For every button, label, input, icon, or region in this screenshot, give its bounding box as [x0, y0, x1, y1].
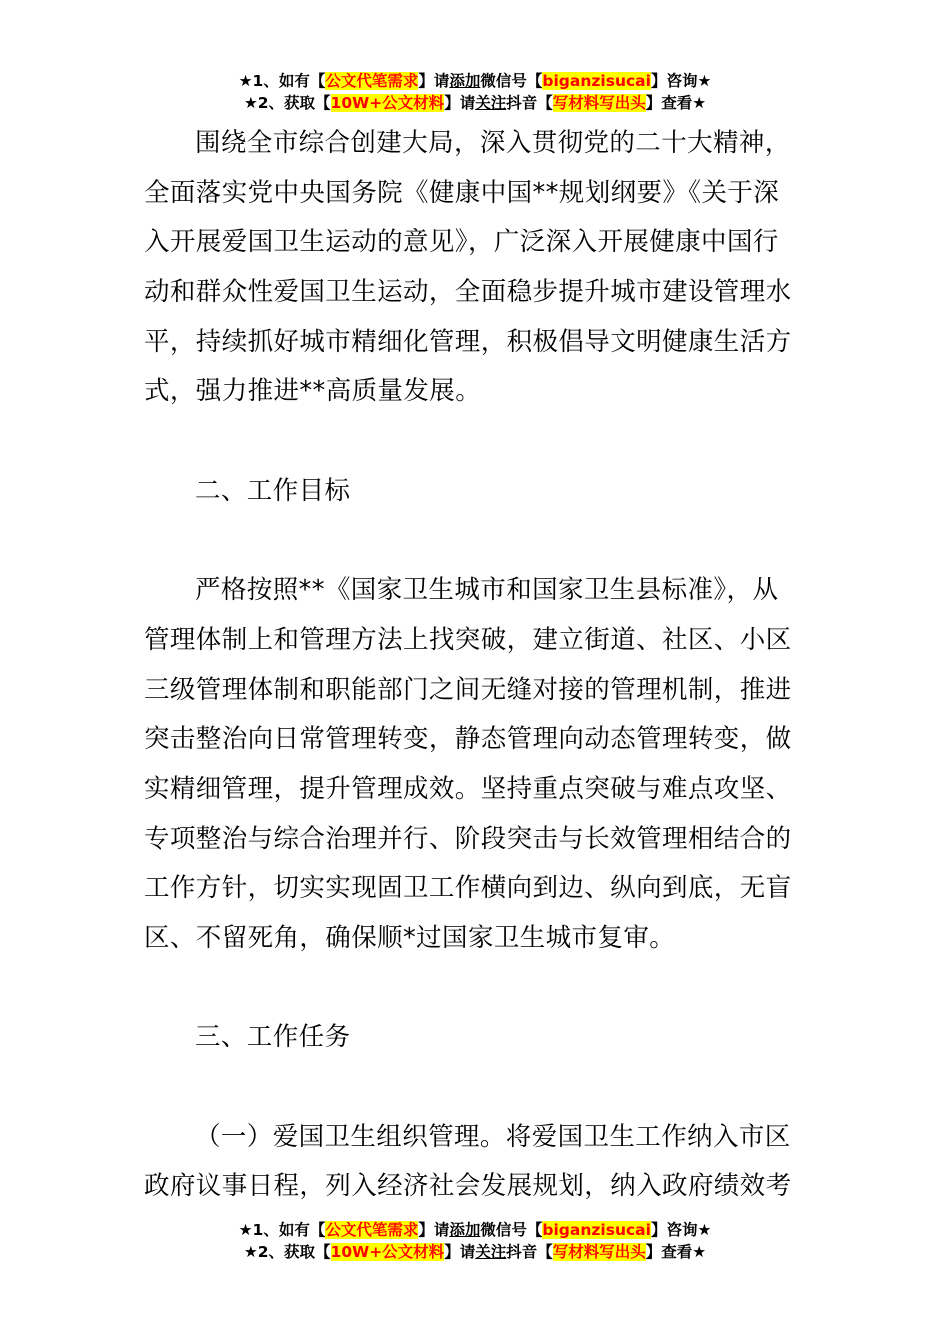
- banner-highlight: 公文代笔需求: [325, 1221, 419, 1239]
- banner-underlined-text: 添加: [449, 1221, 481, 1239]
- banner-highlight: 写材料写出头: [552, 1243, 646, 1261]
- banner-text: ★1、如有【: [238, 72, 326, 90]
- text-line: 三级管理体制和职能部门之间无缝对接的管理机制，推进: [144, 674, 792, 705]
- banner-text: 】咨询★: [650, 1221, 712, 1239]
- banner-highlight: 10W+公文材料: [330, 94, 445, 112]
- banner-underlined-text: 添加: [449, 72, 481, 90]
- banner-underlined-text: 关注: [475, 1243, 507, 1261]
- text-line: 工作方针，切实实现固卫工作横向到边、纵向到底，无盲: [144, 873, 792, 904]
- paragraph-tasks: [144, 1113, 808, 1212]
- text-line: 政府议事日程，列入经济社会发展规划，纳入政府绩效考: [144, 1171, 792, 1202]
- banner-text: 抖音【: [506, 94, 553, 112]
- text-line: 严格按照**《国家卫生城市和国家卫生县标准》，从: [195, 575, 779, 606]
- blank-line: [144, 964, 808, 1014]
- text-line: 平，持续抓好城市精细化管理，积极倡导文明健康生活方: [144, 326, 792, 357]
- section-heading-tasks: 三、工作任务: [195, 1022, 351, 1053]
- banner-text: 】咨询★: [650, 72, 712, 90]
- banner-highlight: biganzisucai: [542, 72, 651, 90]
- banner-underlined-text: 关注: [475, 94, 507, 112]
- banner-text: 】请: [444, 1243, 476, 1261]
- banner-highlight: 写材料写出头: [552, 94, 646, 112]
- blank-line: [144, 417, 808, 467]
- banner-text: 抖音【: [506, 1243, 553, 1261]
- banner-line-1: [0, 70, 950, 92]
- banner-text: 】请: [418, 72, 450, 90]
- text-line: 突击整治向日常管理转变，静态管理向动态管理转变，做: [144, 724, 792, 755]
- text-line: 入开展爱国卫生运动的意见》，广泛深入开展健康中国行: [144, 227, 779, 258]
- top-banner: [0, 70, 950, 114]
- banner-text: ★2、获取【: [243, 1243, 331, 1261]
- banner-highlight: biganzisucai: [542, 1221, 651, 1239]
- paragraph-intro: [144, 119, 808, 417]
- text-line: 专项整治与综合治理并行、阶段突击与长效管理相结合的: [144, 823, 792, 854]
- blank-line: [144, 1063, 808, 1113]
- banner-line-1: [0, 1219, 950, 1241]
- text-line: （一）爱国卫生组织管理。将爱国卫生工作纳入市区: [195, 1121, 791, 1152]
- banner-text: 】查看★: [645, 1243, 707, 1261]
- banner-text: 】请: [418, 1221, 450, 1239]
- blank-line: [144, 517, 808, 567]
- text-line: 区、不留死角，确保顺*过国家卫生城市复审。: [144, 923, 676, 953]
- text-line: 式，强力推进**高质量发展。: [144, 376, 482, 407]
- section-heading-goals: 二、工作目标: [195, 475, 351, 506]
- banner-highlight: 公文代笔需求: [325, 72, 419, 90]
- banner-text: 微信号【: [480, 72, 543, 90]
- banner-line-2: [0, 92, 950, 114]
- text-line: 全面落实党中央国务院《健康中国**规划纲要》《关于深: [144, 177, 780, 208]
- paragraph-goals: [144, 566, 808, 964]
- bottom-banner: [0, 1219, 950, 1263]
- banner-text: ★2、获取【: [243, 94, 331, 112]
- text-line: 围绕全市综合创建大局，深入贯彻党的二十大精神，: [195, 128, 791, 158]
- banner-text: 微信号【: [480, 1221, 543, 1239]
- text-line: 实精细管理，提升管理成效。坚持重点突破与难点攻坚、: [144, 773, 792, 804]
- banner-highlight: 10W+公文材料: [330, 1243, 445, 1261]
- banner-text: 】请: [444, 94, 476, 112]
- text-line: 管理体制上和管理方法上找突破，建立街道、社区、小区: [144, 624, 792, 655]
- banner-line-2: [0, 1241, 950, 1263]
- document-body: [144, 119, 808, 1212]
- banner-text: ★1、如有【: [238, 1221, 326, 1239]
- banner-text: 】查看★: [645, 94, 707, 112]
- text-line: 动和群众性爱国卫生运动，全面稳步提升城市建设管理水: [144, 277, 792, 308]
